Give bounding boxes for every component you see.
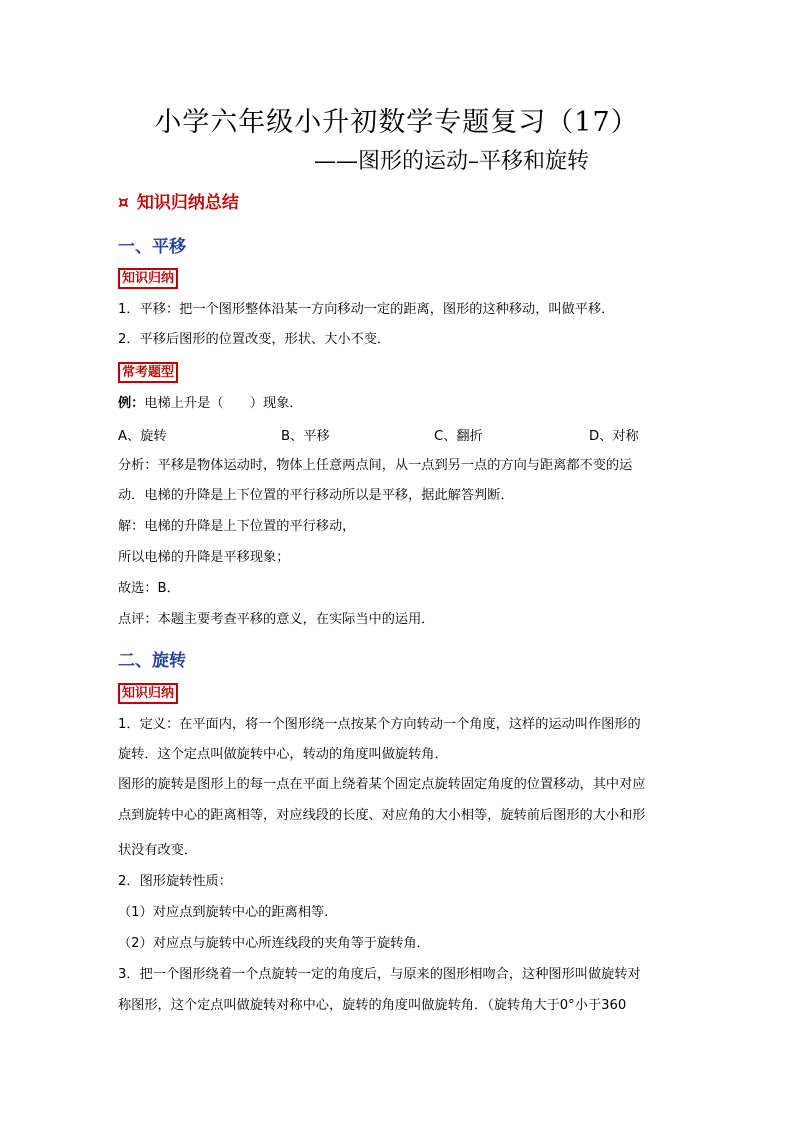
rotation-definition-line-4: 点到旋转中心的距离相等，对应线段的长度、对应角的大小相等，旋转前后图形的大小和形 xyxy=(118,808,646,823)
page-subtitle: ——图形的运动–平移和旋转 xyxy=(313,149,589,174)
option-a: A、旋转 xyxy=(118,429,167,444)
example-question xyxy=(118,395,678,413)
answer-line: 故选：B． xyxy=(118,581,180,596)
analysis-line-2: 动．电梯的升降是上下位置的平行移动所以是平移，据此解答判断． xyxy=(118,488,514,503)
analysis-line-1: 分析：平移是物体运动时，物体上任意两点间，从一点到另一点的方向与距离都不变的运 xyxy=(118,458,633,473)
section-heading-knowledge-summary xyxy=(118,188,239,213)
rotation-property-2: （2）对应点与旋转中心所连线段的夹角等于旋转角． xyxy=(118,936,430,951)
section-heading-translation: 一、平移 xyxy=(118,237,186,257)
section-heading-label: 知识归纳总结 xyxy=(136,193,239,213)
solution-line-1: 解：电梯的升降是上下位置的平行移动， xyxy=(118,519,356,534)
knowledge-tag-2: 知识归纳 xyxy=(118,683,178,704)
example-text: 电梯上升是（ ）现象． xyxy=(144,396,303,411)
rotation-definition-line-2: 旋转．这个定点叫做旋转中心，转动的角度叫做旋转角． xyxy=(118,747,448,762)
rotation-definition-line-3: 图形的旋转是图形上的每一点在平面上绕着某个固定点旋转固定角度的位置移动，其中对应 xyxy=(118,777,646,792)
common-question-tag: 常考题型 xyxy=(118,362,178,383)
solution-line-2: 所以电梯的升降是平移现象； xyxy=(118,550,290,565)
rotational-symmetry-line-2: 称图形，这个定点叫做旋转对称中心，旋转的角度叫做旋转角．（旋转角大于0°小于360 xyxy=(118,998,627,1013)
rotation-property-1: （1）对应点到旋转中心的距离相等． xyxy=(118,905,338,920)
rotation-definition-line-5: 状没有改变． xyxy=(118,843,198,858)
rotational-symmetry-line-1: 3．把一个图形绕着一个点旋转一定的角度后，与原来的图形相吻合，这种图形叫做旋转对 xyxy=(118,967,641,982)
option-c: C、翻折 xyxy=(434,429,483,444)
page-title: 小学六年级小升初数学专题复习（17） xyxy=(154,107,639,138)
comment-line: 点评：本题主要考查平移的意义，在实际当中的运用． xyxy=(118,612,435,627)
paragraph-translation-definition: 1．平移：把一个图形整体沿某一方向移动一定的距离，图形的这种移动，叫做平移． xyxy=(118,302,615,317)
option-b: B、平移 xyxy=(281,429,330,444)
rotation-property-title: 2．图形旋转性质： xyxy=(118,874,232,889)
currency-sign-icon: ¤ xyxy=(118,193,129,213)
knowledge-tag: 知识归纳 xyxy=(118,268,178,289)
section-heading-rotation: 二、旋转 xyxy=(118,651,186,671)
option-d: D、对称 xyxy=(589,429,639,444)
rotation-definition-line-1: 1．定义：在平面内，将一个图形绕一点按某个方向转动一个角度，这样的运动叫作图形的 xyxy=(118,717,641,732)
example-label: 例： xyxy=(118,396,145,411)
paragraph-translation-property: 2．平移后图形的位置改变，形状、大小不变． xyxy=(118,332,391,347)
